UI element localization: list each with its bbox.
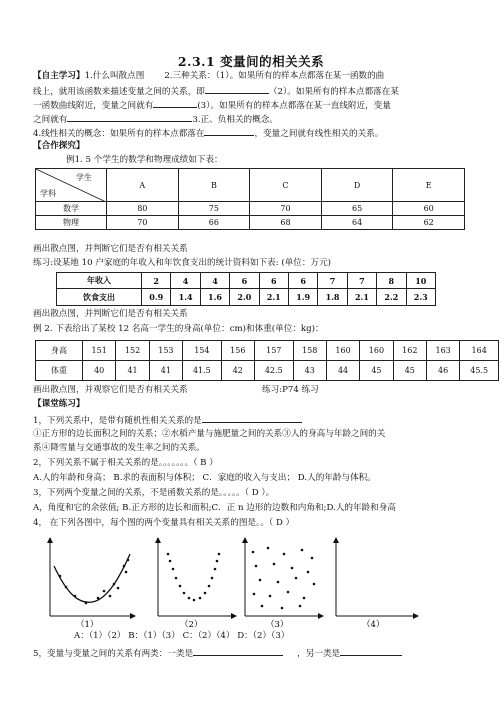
table-header-cell: B <box>178 169 250 202</box>
question-1-options: ①正方形的边长面积之间的关系；②水稻产量与施肥量之间的关系③人的身高与年龄之间的关 <box>33 429 386 439</box>
self-study-heading: 【自主学习】 <box>33 71 85 81</box>
table-row: 物理 70 66 68 64 62 <box>36 216 465 230</box>
instruction-text: 画出散点图，并观察它们是否有相关关系 <box>33 385 188 395</box>
scatter-plot-1 <box>50 538 135 616</box>
blank-line[interactable] <box>340 646 402 656</box>
figure-group <box>40 536 460 628</box>
question-5: 5，变量与变量之间的关系有两类：一类是 ，另一类是 <box>33 646 402 660</box>
table-row: 身高 151 152 153 154 156 157 158 160 160 162 163 164 <box>36 341 499 361</box>
question-4-options: A：（1）（2） B：（1）（3） C：（2）（4） D：（2）（3） <box>74 631 290 641</box>
example-1-text: 例1. 5 个学生的数学和物理成绩如下表： <box>66 155 223 165</box>
self-study-line-5: 4.线性相关的概念：如果所有的样本点都落在 ，变量之间就有线性相关的关系。 <box>33 126 383 140</box>
self-study-line-1: 【自主学习】1.什么叫散点图 2.三种关系：（1）。如果所有的样本点都落在某一函数的曲 <box>33 71 385 81</box>
question-3-options: A，角度和它的余弦值; B.正方形的边长和面积;C．正 n 边形的边数和内角和;D.人的年龄和身高 <box>33 503 396 513</box>
question-4: 4， 在下列各图中，每个图的两个变量具有相关关系的图是。。（ D ） <box>33 518 295 528</box>
table-row: 数学 80 75 70 65 60 <box>36 202 465 216</box>
table-row: 体重 40 41 41 41.5 42 42.5 43 44 45 45 46 45.5 <box>36 361 499 381</box>
plot-label-4: （4） <box>362 620 385 628</box>
blank-line[interactable] <box>67 112 192 122</box>
table-header-cell: E <box>393 169 465 202</box>
question-1: 1，下列关系中，是带有随机性相关关系的是 <box>33 413 302 427</box>
self-study-line-3: 一函数曲线附近，变量之间就有 (3）。如果所有的样本点都落在某一直线附近，变量 <box>33 98 391 112</box>
self-study-line-2: 线上，就用该函数来描述变量之间的关系，即 （2）。如果所有的样本点都落在某 <box>33 84 399 98</box>
table-corner-cell: 学生 学科 <box>36 169 107 202</box>
practice-text: 练习:设某地 10 户家庭的年收入和年饮食支出的统计资料如下表: (单位：万元) <box>33 258 332 268</box>
scatter-plot-2 <box>158 538 236 616</box>
blank-line[interactable] <box>205 84 269 94</box>
question-3: 3，下列两个变量之间的关系，不是函数关系的是。。。。。（ D ）。 <box>33 488 275 498</box>
table-header-cell: C <box>250 169 322 202</box>
table-income <box>56 272 436 306</box>
example-2-text: 例 2. 下表给出了某校 12 名高一学生的身高(单位：cm)和体重(单位：kg)： <box>33 324 324 334</box>
question-1-options-cont: 系④降雪量与交通事故的发生率之间的关系。 <box>33 443 205 453</box>
cooperate-heading: 【合作探究】 <box>33 141 85 151</box>
table-row: 年收入 2 4 4 6 6 6 7 7 8 10 <box>57 273 436 289</box>
instruction-text: 画出散点图，并判断它们是否有相关关系 <box>33 244 188 254</box>
page-title: 2.3.1 变量间的相关关系 <box>177 54 325 69</box>
blank-line[interactable] <box>153 98 197 108</box>
scatter-plot-3 <box>245 538 323 616</box>
table-row: 饮食支出 0.9 1.4 1.6 2.0 2.1 1.9 1.8 2.1 2.2 2.3 <box>57 289 436 306</box>
table-header-cell: A <box>107 169 179 202</box>
plot-label-3: （3） <box>266 620 289 628</box>
plot-label-1: （1） <box>76 620 99 628</box>
self-study-line-4: 之间就有 3.正、负相关的概念。 <box>33 112 278 126</box>
instruction-text: 画出散点图，并判断它们是否有相关关系 <box>33 309 188 319</box>
question-2-options: A.人的年龄和身高； B.求的表面积与体积； C．家庭的收入与支出； D.人的年龄与体积。 <box>33 473 376 483</box>
blank-line[interactable] <box>193 646 283 656</box>
question-2: 2，下列关系不属于相关关系的是。。。。。。。（ B ） <box>33 458 218 468</box>
blank-line[interactable] <box>202 413 302 423</box>
table-height-weight <box>35 340 499 381</box>
scatter-plot-4 <box>336 538 418 616</box>
blank-line[interactable] <box>204 126 254 136</box>
table-header-cell: D <box>321 169 393 202</box>
table-scores <box>35 168 465 230</box>
practice-ref-text: 练习:P74 练习 <box>262 385 319 395</box>
plot-label-2: （2） <box>180 620 203 628</box>
classroom-heading: 【课堂练习】 <box>33 399 85 409</box>
